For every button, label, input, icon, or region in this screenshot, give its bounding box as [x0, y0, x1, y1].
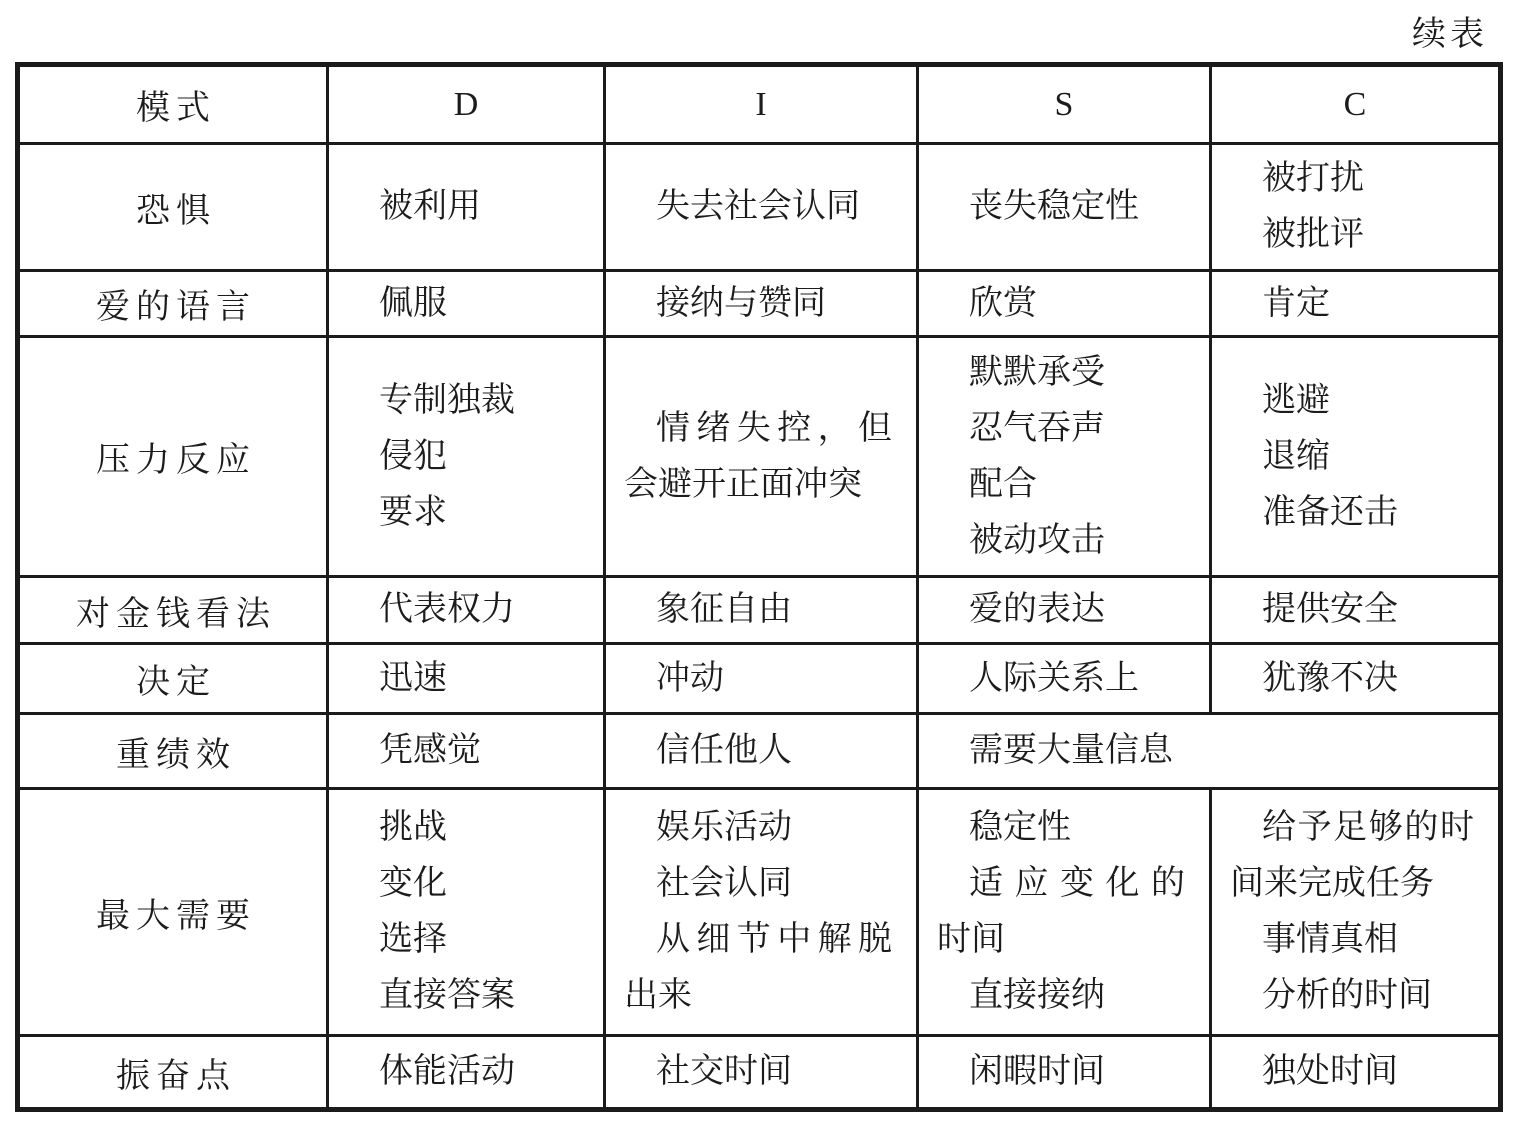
table-row [18, 271, 1501, 337]
cell-line: 犹豫不决 [1262, 659, 1398, 697]
cell-line: 时间 [937, 921, 1005, 958]
cell-line: 间来完成任务 [1230, 865, 1434, 902]
cell-line: 失去社会认同 [656, 188, 860, 225]
table-cell [1211, 577, 1501, 644]
cell-line: 配合 [969, 465, 1037, 503]
cell-line: 准备还击 [1262, 493, 1398, 531]
table-row [18, 714, 1501, 789]
cell-content [329, 179, 603, 235]
cell-line: 佩服 [379, 284, 447, 322]
cell-line: 社会认同 [656, 865, 792, 902]
cell-content [606, 179, 916, 235]
cell-line: 默默承受 [969, 353, 1105, 391]
table-cell [918, 714, 1501, 789]
table-cell [605, 644, 918, 714]
cell-line: 侵犯 [379, 437, 447, 475]
header-cell: 模式 [18, 65, 328, 144]
cell-content [919, 582, 1209, 638]
cell-content [1212, 373, 1498, 541]
cell-line: 要求 [379, 493, 447, 531]
cell-content [1212, 800, 1498, 1024]
cell-line: 娱乐活动 [656, 809, 792, 846]
table-cell [1211, 644, 1501, 714]
cell-content [1212, 582, 1498, 638]
table-row [18, 577, 1501, 644]
cell-content [606, 800, 916, 1024]
cell-line: 欣赏 [969, 284, 1037, 322]
cell-line: 适应变化的 [969, 865, 1185, 902]
cell-content [1212, 651, 1498, 707]
cell-line: 直接接纳 [969, 977, 1105, 1014]
cell-content [329, 276, 603, 332]
cell-line: 爱的表达 [969, 591, 1105, 628]
table-cell [605, 144, 918, 271]
cell-content [919, 800, 1209, 1024]
continued-table-label: 续表 [1412, 16, 1488, 53]
table-cell [1211, 337, 1501, 577]
cell-line: 凭感觉 [379, 732, 481, 769]
table-cell [328, 144, 605, 271]
cell-content [919, 1044, 1209, 1100]
table-cell [605, 271, 918, 337]
table-cell [1211, 271, 1501, 337]
row-label-cell: 对金钱看法 [18, 577, 328, 644]
cell-line: 人际关系上 [969, 659, 1139, 697]
cell-line: 冲动 [656, 659, 724, 697]
table-cell [1211, 1036, 1501, 1110]
row-label-cell: 决定 [18, 644, 328, 714]
table-cell [328, 337, 605, 577]
header-cell: C [1211, 65, 1501, 144]
cell-content [329, 582, 603, 638]
cell-line: 提供安全 [1262, 591, 1398, 628]
table-cell [918, 1036, 1211, 1110]
cell-content [919, 345, 1209, 569]
cell-line: 稳定性 [969, 809, 1071, 846]
table-cell [605, 1036, 918, 1110]
cell-line: 分析的时间 [1262, 977, 1432, 1014]
table-cell [328, 1036, 605, 1110]
cell-content [329, 1044, 603, 1100]
table-cell [918, 789, 1211, 1036]
cell-line: 信任他人 [656, 732, 792, 769]
header-row [18, 65, 1501, 144]
cell-content [606, 582, 916, 638]
cell-line: 被利用 [379, 188, 481, 225]
cell-line: 直接答案 [379, 977, 515, 1014]
table-cell [918, 271, 1211, 337]
table-row [18, 644, 1501, 714]
cell-line: 退缩 [1262, 437, 1330, 475]
cell-line: 被动攻击 [969, 521, 1105, 559]
cell-content [919, 651, 1209, 707]
table-cell [918, 337, 1211, 577]
table-cell [328, 577, 605, 644]
table-cell [328, 789, 605, 1036]
row-label-cell: 最大需要 [18, 789, 328, 1036]
cell-line: 接纳与赞同 [656, 284, 826, 322]
cell-line: 社交时间 [656, 1053, 792, 1090]
cell-content [1212, 1044, 1498, 1100]
cell-line: 需要大量信息 [969, 732, 1173, 769]
table-cell [918, 577, 1211, 644]
cell-line: 情绪失控，但 [656, 409, 892, 447]
cell-line: 从细节中解脱 [656, 921, 892, 958]
cell-line: 独处时间 [1262, 1053, 1398, 1090]
cell-line: 迅速 [379, 659, 447, 697]
cell-line: 会避开正面冲突 [624, 465, 862, 503]
cell-line: 体能活动 [379, 1053, 515, 1090]
cell-line: 变化 [379, 865, 447, 902]
cell-line: 选择 [379, 921, 447, 958]
cell-content [1212, 276, 1498, 332]
table-cell [1211, 789, 1501, 1036]
table-row [18, 1036, 1501, 1110]
cell-content [919, 723, 1498, 779]
disc-table [15, 62, 1503, 1112]
cell-content [606, 276, 916, 332]
cell-content [329, 373, 603, 541]
cell-content [606, 723, 916, 779]
row-label-cell: 重绩效 [18, 714, 328, 789]
cell-line: 专制独裁 [379, 381, 515, 419]
cell-content [606, 1044, 916, 1100]
cell-line: 被打扰 [1262, 160, 1364, 197]
table-cell [918, 644, 1211, 714]
table-cell [605, 337, 918, 577]
cell-line: 肯定 [1262, 284, 1330, 322]
cell-content [606, 651, 916, 707]
cell-line: 忍气吞声 [969, 409, 1105, 447]
cell-line: 挑战 [379, 809, 447, 846]
cell-content [919, 179, 1209, 235]
table-row [18, 144, 1501, 271]
cell-content [329, 651, 603, 707]
header-cell: S [918, 65, 1211, 144]
row-label-cell: 爱的语言 [18, 271, 328, 337]
cell-content [606, 401, 916, 513]
cell-content [1212, 151, 1498, 263]
cell-line: 给予足够的时 [1262, 809, 1474, 846]
cell-line: 出来 [624, 977, 692, 1014]
row-label-cell: 压力反应 [18, 337, 328, 577]
cell-line: 丧失稳定性 [969, 188, 1139, 225]
table-cell [605, 789, 918, 1036]
cell-content [919, 276, 1209, 332]
cell-line: 闲暇时间 [969, 1053, 1105, 1090]
cell-content [329, 800, 603, 1024]
table-cell [918, 144, 1211, 271]
disc-table-body [18, 65, 1501, 1110]
table-cell [328, 271, 605, 337]
header-cell: D [328, 65, 605, 144]
table-row [18, 789, 1501, 1036]
table-cell [605, 577, 918, 644]
table-cell [328, 714, 605, 789]
header-cell: I [605, 65, 918, 144]
cell-line: 代表权力 [379, 591, 515, 628]
cell-content [329, 723, 603, 779]
cell-line: 象征自由 [656, 591, 792, 628]
cell-line: 事情真相 [1262, 921, 1398, 958]
cell-line: 逃避 [1262, 381, 1330, 419]
row-label-cell: 振奋点 [18, 1036, 328, 1110]
cell-line: 被批评 [1262, 216, 1364, 253]
table-cell [328, 644, 605, 714]
row-label-cell: 恐惧 [18, 144, 328, 271]
table-cell [605, 714, 918, 789]
table-cell [1211, 144, 1501, 271]
table-row [18, 337, 1501, 577]
